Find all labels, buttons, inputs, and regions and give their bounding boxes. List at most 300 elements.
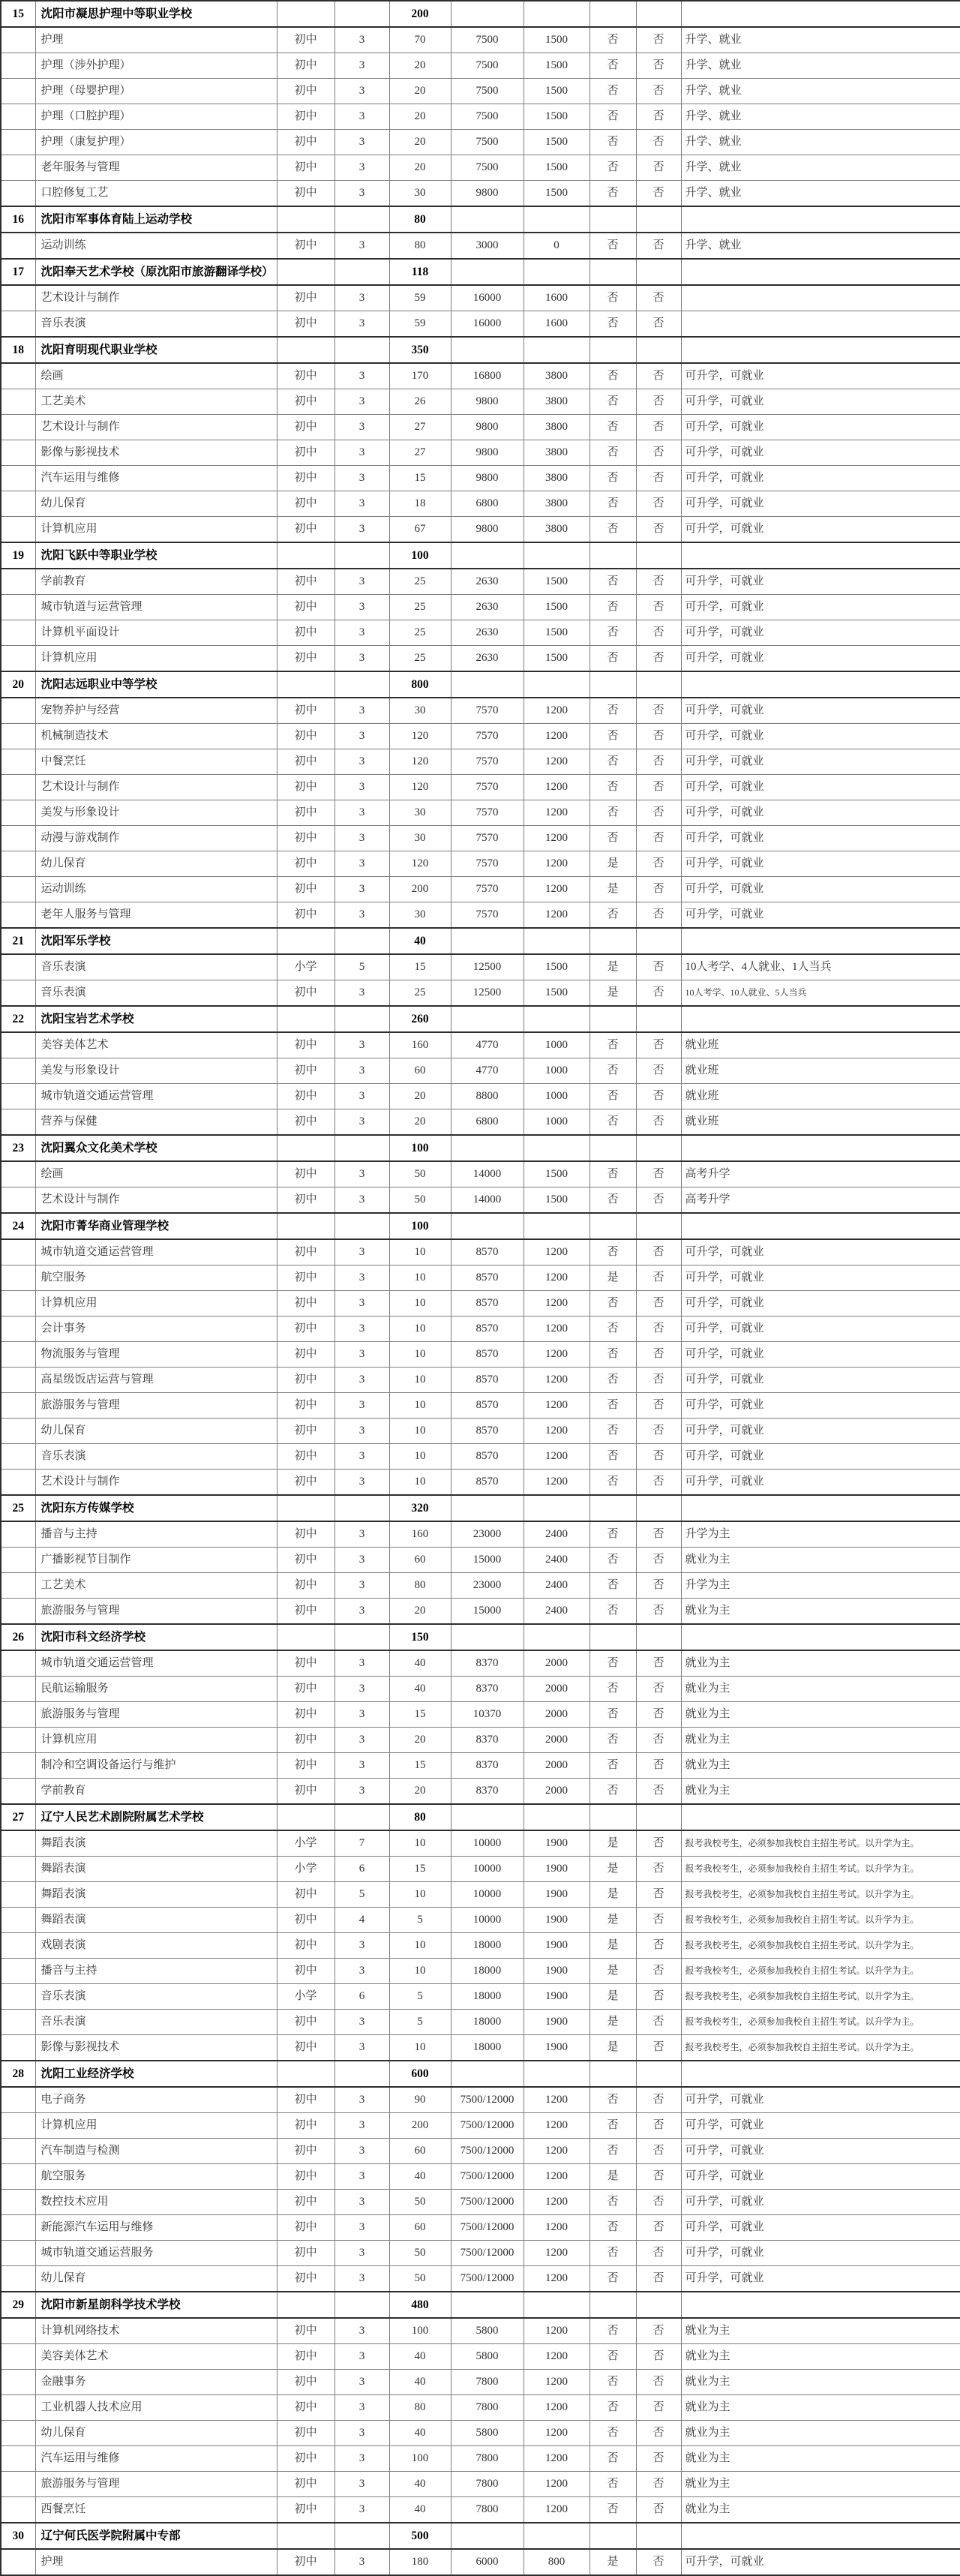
flag-a-cell: 否 — [590, 363, 636, 389]
fee-cell — [524, 206, 590, 233]
years-cell: 3 — [334, 2421, 389, 2446]
flag-b-cell: 否 — [636, 2035, 681, 2061]
seq-cell — [1, 2266, 35, 2292]
school-total-cell: 100 — [389, 1213, 451, 1239]
school-name-cell: 沈阳军乐学校 — [35, 928, 277, 954]
flag-a-cell: 否 — [590, 2497, 636, 2523]
flag-b-cell: 否 — [636, 2139, 681, 2164]
note-cell: 可升学，可就业 — [681, 2549, 960, 2575]
level-cell: 初中 — [277, 2010, 334, 2035]
note-cell: 就业为主 — [681, 1779, 960, 1805]
fee-cell: 1200 — [524, 2370, 590, 2395]
years-cell: 3 — [334, 1599, 389, 1625]
seq-cell — [1, 1470, 35, 1496]
level-cell: 初中 — [277, 1521, 334, 1548]
program-name-cell: 幼儿保育 — [35, 2421, 277, 2446]
plan-cell: 18 — [389, 491, 451, 517]
program-name-cell: 旅游服务与管理 — [35, 2472, 277, 2497]
school-total-cell: 100 — [389, 1135, 451, 1161]
seq-cell — [1, 130, 35, 155]
note-cell: 可升学，可就业 — [681, 1393, 960, 1419]
seq-cell — [1, 1084, 35, 1109]
plan-cell: 60 — [389, 1058, 451, 1084]
fee-cell: 800 — [524, 2549, 590, 2575]
flag-b-cell: 否 — [636, 285, 681, 311]
note-cell — [681, 1135, 960, 1161]
program-row — [1, 2113, 960, 2139]
seq-cell — [1, 1419, 35, 1444]
flag-b-cell — [636, 542, 681, 569]
flag-b-cell: 否 — [636, 1882, 681, 1908]
tuition-cell: 7500/12000 — [451, 2087, 524, 2113]
level-cell: 初中 — [277, 1470, 334, 1496]
years-cell: 3 — [334, 1342, 389, 1368]
tuition-cell: 9800 — [451, 181, 524, 207]
tuition-cell: 9800 — [451, 517, 524, 543]
flag-a-cell: 否 — [590, 620, 636, 646]
fee-cell: 1500 — [524, 620, 590, 646]
tuition-cell: 7500 — [451, 27, 524, 53]
level-cell — [277, 2292, 334, 2318]
level-cell: 小学 — [277, 1857, 334, 1882]
school-seq-cell: 29 — [1, 2292, 35, 2318]
program-row — [1, 2035, 960, 2061]
plan-cell: 25 — [389, 646, 451, 672]
program-name-cell: 美发与形象设计 — [35, 1058, 277, 1084]
years-cell: 3 — [334, 155, 389, 181]
program-name-cell: 城市轨道交通运营管理 — [35, 1084, 277, 1109]
note-cell: 可升学，可就业 — [681, 466, 960, 491]
level-cell: 初中 — [277, 1779, 334, 1805]
seq-cell — [1, 1857, 35, 1882]
seq-cell — [1, 1882, 35, 1908]
program-row — [1, 181, 960, 207]
seq-cell — [1, 1599, 35, 1625]
tuition-cell: 7570 — [451, 826, 524, 851]
note-cell: 就业为主 — [681, 1702, 960, 1728]
fee-cell: 1200 — [524, 2344, 590, 2370]
flag-b-cell: 否 — [636, 1419, 681, 1444]
note-cell — [681, 1, 960, 27]
fee-cell: 1200 — [524, 2087, 590, 2113]
tuition-cell: 7570 — [451, 851, 524, 877]
flag-b-cell: 否 — [636, 1342, 681, 1368]
years-cell: 3 — [334, 79, 389, 104]
seq-cell — [1, 1548, 35, 1573]
level-cell: 初中 — [277, 1959, 334, 1984]
flag-b-cell — [636, 1213, 681, 1239]
note-cell — [681, 1006, 960, 1032]
tuition-cell: 8570 — [451, 1419, 524, 1444]
level-cell — [277, 337, 334, 363]
level-cell: 初中 — [277, 130, 334, 155]
fee-cell: 1600 — [524, 311, 590, 338]
flag-b-cell — [636, 1624, 681, 1650]
seq-cell — [1, 2215, 35, 2241]
level-cell: 初中 — [277, 2549, 334, 2575]
flag-b-cell: 否 — [636, 2215, 681, 2241]
program-row — [1, 155, 960, 181]
tuition-cell: 7500/12000 — [451, 2139, 524, 2164]
note-cell: 就业为主 — [681, 2318, 960, 2344]
flag-b-cell: 否 — [636, 233, 681, 259]
plan-cell: 20 — [389, 1109, 451, 1136]
flag-a-cell: 否 — [590, 2318, 636, 2344]
note-cell: 升学、就业 — [681, 233, 960, 259]
level-cell — [277, 1135, 334, 1161]
school-seq-cell: 25 — [1, 1495, 35, 1521]
fee-cell: 1900 — [524, 1882, 590, 1908]
flag-b-cell: 否 — [636, 1521, 681, 1548]
flag-b-cell: 否 — [636, 1368, 681, 1393]
level-cell: 初中 — [277, 1933, 334, 1959]
fee-cell: 1500 — [524, 1187, 590, 1214]
level-cell: 初中 — [277, 620, 334, 646]
plan-cell: 200 — [389, 2113, 451, 2139]
flag-b-cell — [636, 337, 681, 363]
flag-b-cell — [636, 1804, 681, 1830]
program-name-cell: 工艺美术 — [35, 1573, 277, 1599]
tuition-cell: 7500 — [451, 53, 524, 79]
years-cell — [334, 337, 389, 363]
level-cell: 小学 — [277, 954, 334, 980]
school-total-cell: 320 — [389, 1495, 451, 1521]
tuition-cell — [451, 1213, 524, 1239]
note-cell: 10人考学、4人就业、1人当兵 — [681, 954, 960, 980]
note-cell: 可升学，可就业 — [681, 569, 960, 595]
program-row — [1, 749, 960, 775]
plan-cell: 10 — [389, 1830, 451, 1857]
tuition-cell: 8570 — [451, 1393, 524, 1419]
note-cell: 可升学，可就业 — [681, 724, 960, 749]
years-cell: 3 — [334, 130, 389, 155]
flag-a-cell: 是 — [590, 877, 636, 902]
fee-cell: 1200 — [524, 2446, 590, 2472]
years-cell: 3 — [334, 2472, 389, 2497]
years-cell: 3 — [334, 1187, 389, 1214]
flag-b-cell — [636, 2523, 681, 2549]
school-seq-cell: 19 — [1, 542, 35, 569]
years-cell: 3 — [334, 517, 389, 543]
years-cell — [334, 1135, 389, 1161]
note-cell: 就业班 — [681, 1109, 960, 1136]
tuition-cell: 16800 — [451, 363, 524, 389]
fee-cell: 2400 — [524, 1573, 590, 1599]
flag-a-cell: 否 — [590, 1161, 636, 1187]
years-cell: 3 — [334, 569, 389, 595]
flag-b-cell: 否 — [636, 775, 681, 800]
flag-a-cell: 否 — [590, 1521, 636, 1548]
level-cell: 初中 — [277, 1419, 334, 1444]
years-cell — [334, 1804, 389, 1830]
program-row — [1, 2266, 960, 2292]
tuition-cell: 10000 — [451, 1830, 524, 1857]
program-row — [1, 954, 960, 980]
program-row — [1, 2395, 960, 2421]
flag-b-cell: 否 — [636, 1393, 681, 1419]
school-name-cell: 沈阳市凝思护理中等职业学校 — [35, 1, 277, 27]
plan-cell: 20 — [389, 1084, 451, 1109]
fee-cell: 2000 — [524, 1677, 590, 1702]
fee-cell: 1900 — [524, 1933, 590, 1959]
note-cell: 可升学，可就业 — [681, 1317, 960, 1342]
fee-cell — [524, 1135, 590, 1161]
years-cell — [334, 1006, 389, 1032]
program-name-cell: 护理（口腔护理） — [35, 104, 277, 130]
plan-cell: 59 — [389, 311, 451, 338]
flag-a-cell: 否 — [590, 285, 636, 311]
tuition-cell: 7500 — [451, 130, 524, 155]
tuition-cell: 8570 — [451, 1265, 524, 1291]
flag-b-cell: 否 — [636, 1908, 681, 1933]
program-row — [1, 1984, 960, 2010]
plan-cell: 27 — [389, 440, 451, 466]
flag-a-cell: 否 — [590, 1291, 636, 1317]
seq-cell — [1, 569, 35, 595]
fee-cell: 1200 — [524, 698, 590, 724]
flag-a-cell: 否 — [590, 569, 636, 595]
years-cell: 3 — [334, 415, 389, 440]
flag-a-cell — [590, 206, 636, 233]
flag-a-cell: 否 — [590, 2446, 636, 2472]
school-name-cell: 沈阳市军事体育陆上运动学校 — [35, 206, 277, 233]
note-cell: 10人考学、10人就业、5人当兵 — [681, 980, 960, 1007]
tuition-cell — [451, 1624, 524, 1650]
flag-b-cell: 否 — [636, 27, 681, 53]
school-row — [1, 1213, 960, 1239]
note-cell: 可升学，可就业 — [681, 902, 960, 929]
tuition-cell: 5800 — [451, 2318, 524, 2344]
seq-cell — [1, 2113, 35, 2139]
flag-a-cell — [590, 542, 636, 569]
program-row — [1, 440, 960, 466]
note-cell: 就业班 — [681, 1032, 960, 1058]
program-row — [1, 130, 960, 155]
school-row — [1, 2523, 960, 2549]
plan-cell: 10 — [389, 1393, 451, 1419]
note-cell: 可升学，可就业 — [681, 389, 960, 415]
level-cell: 初中 — [277, 2164, 334, 2190]
note-cell — [681, 1495, 960, 1521]
level-cell: 初中 — [277, 1882, 334, 1908]
level-cell — [277, 1006, 334, 1032]
school-seq-cell: 21 — [1, 928, 35, 954]
program-name-cell: 城市轨道交通运营管理 — [35, 1650, 277, 1677]
program-name-cell: 计算机网络技术 — [35, 2318, 277, 2344]
level-cell — [277, 1495, 334, 1521]
tuition-cell: 7800 — [451, 2370, 524, 2395]
school-seq-cell: 30 — [1, 2523, 35, 2549]
program-row — [1, 1317, 960, 1342]
flag-b-cell: 否 — [636, 1317, 681, 1342]
note-cell: 可升学，可就业 — [681, 826, 960, 851]
tuition-cell: 6800 — [451, 1109, 524, 1136]
years-cell: 3 — [334, 1084, 389, 1109]
seq-cell — [1, 2421, 35, 2446]
program-name-cell: 艺术设计与制作 — [35, 775, 277, 800]
tuition-cell: 7570 — [451, 698, 524, 724]
program-row — [1, 826, 960, 851]
plan-cell: 30 — [389, 902, 451, 929]
school-name-cell: 沈阳育明现代职业学校 — [35, 337, 277, 363]
flag-a-cell: 否 — [590, 800, 636, 826]
fee-cell: 1200 — [524, 1470, 590, 1496]
program-name-cell: 航空服务 — [35, 2164, 277, 2190]
note-cell: 升学、就业 — [681, 155, 960, 181]
years-cell: 3 — [334, 1265, 389, 1291]
seq-cell — [1, 1984, 35, 2010]
program-name-cell: 舞蹈表演 — [35, 1882, 277, 1908]
flag-b-cell: 否 — [636, 2395, 681, 2421]
seq-cell — [1, 2164, 35, 2190]
program-row — [1, 517, 960, 543]
flag-b-cell: 否 — [636, 130, 681, 155]
note-cell: 升学、就业 — [681, 104, 960, 130]
tuition-cell: 12500 — [451, 954, 524, 980]
school-seq-cell: 27 — [1, 1804, 35, 1830]
tuition-cell: 16000 — [451, 311, 524, 338]
fee-cell: 1500 — [524, 646, 590, 672]
level-cell: 初中 — [277, 389, 334, 415]
flag-b-cell: 否 — [636, 1161, 681, 1187]
plan-cell: 10 — [389, 1882, 451, 1908]
school-total-cell: 600 — [389, 2061, 451, 2087]
program-name-cell: 播音与主持 — [35, 1959, 277, 1984]
flag-a-cell: 否 — [590, 1650, 636, 1677]
level-cell: 初中 — [277, 2087, 334, 2113]
school-total-cell: 200 — [389, 1, 451, 27]
plan-cell: 26 — [389, 389, 451, 415]
tuition-cell: 4770 — [451, 1032, 524, 1058]
program-row — [1, 1521, 960, 1548]
fee-cell: 1200 — [524, 2472, 590, 2497]
fee-cell: 3800 — [524, 363, 590, 389]
program-name-cell: 城市轨道与运营管理 — [35, 595, 277, 620]
level-cell: 初中 — [277, 1650, 334, 1677]
note-cell: 就业为主 — [681, 1650, 960, 1677]
tuition-cell — [451, 542, 524, 569]
flag-b-cell: 否 — [636, 851, 681, 877]
years-cell: 3 — [334, 2497, 389, 2523]
program-row — [1, 1728, 960, 1753]
program-row — [1, 1702, 960, 1728]
flag-b-cell: 否 — [636, 800, 681, 826]
note-cell: 可升学，可就业 — [681, 595, 960, 620]
years-cell: 3 — [334, 2318, 389, 2344]
level-cell: 初中 — [277, 1317, 334, 1342]
level-cell — [277, 2061, 334, 2087]
note-cell: 就业班 — [681, 1058, 960, 1084]
level-cell — [277, 259, 334, 285]
tuition-cell: 7500/12000 — [451, 2190, 524, 2215]
level-cell: 初中 — [277, 1084, 334, 1109]
years-cell: 3 — [334, 491, 389, 517]
program-row — [1, 2370, 960, 2395]
level-cell: 初中 — [277, 79, 334, 104]
program-row — [1, 620, 960, 646]
program-row — [1, 2318, 960, 2344]
plan-cell: 59 — [389, 285, 451, 311]
years-cell: 3 — [334, 698, 389, 724]
flag-a-cell: 否 — [590, 1728, 636, 1753]
fee-cell: 1200 — [524, 2318, 590, 2344]
note-cell — [681, 2523, 960, 2549]
level-cell: 初中 — [277, 2035, 334, 2061]
level-cell: 初中 — [277, 698, 334, 724]
program-name-cell: 计算机应用 — [35, 1728, 277, 1753]
program-name-cell: 绘画 — [35, 363, 277, 389]
tuition-cell: 8370 — [451, 1677, 524, 1702]
years-cell: 3 — [334, 1521, 389, 1548]
years-cell: 3 — [334, 724, 389, 749]
plan-cell: 160 — [389, 1032, 451, 1058]
flag-b-cell: 否 — [636, 1187, 681, 1214]
years-cell — [334, 928, 389, 954]
level-cell: 初中 — [277, 1058, 334, 1084]
flag-b-cell: 否 — [636, 1265, 681, 1291]
flag-b-cell: 否 — [636, 1573, 681, 1599]
note-cell: 升学为主 — [681, 1521, 960, 1548]
flag-a-cell: 否 — [590, 1109, 636, 1136]
note-cell: 报考我校考生，必须参加我校自主招生考试。以升学为主。 — [681, 1908, 960, 1933]
school-seq-cell: 23 — [1, 1135, 35, 1161]
fee-cell: 1000 — [524, 1032, 590, 1058]
school-name-cell: 沈阳志远职业中等学校 — [35, 671, 277, 698]
tuition-cell: 6800 — [451, 491, 524, 517]
school-total-cell: 350 — [389, 337, 451, 363]
plan-cell: 90 — [389, 2087, 451, 2113]
seq-cell — [1, 2241, 35, 2266]
note-cell — [681, 2292, 960, 2318]
fee-cell: 1200 — [524, 1368, 590, 1393]
tuition-cell: 18000 — [451, 1959, 524, 1984]
seq-cell — [1, 53, 35, 79]
program-row — [1, 2472, 960, 2497]
program-row — [1, 902, 960, 929]
tuition-cell: 7570 — [451, 902, 524, 929]
flag-b-cell: 否 — [636, 79, 681, 104]
level-cell — [277, 671, 334, 698]
school-seq-cell: 20 — [1, 671, 35, 698]
program-name-cell: 播音与主持 — [35, 1521, 277, 1548]
fee-cell: 1000 — [524, 1109, 590, 1136]
flag-a-cell: 否 — [590, 517, 636, 543]
flag-a-cell: 否 — [590, 1779, 636, 1805]
plan-cell: 40 — [389, 2421, 451, 2446]
tuition-cell: 23000 — [451, 1521, 524, 1548]
school-name-cell: 辽宁人民艺术剧院附属艺术学校 — [35, 1804, 277, 1830]
program-name-cell: 舞蹈表演 — [35, 1857, 277, 1882]
flag-b-cell: 否 — [636, 53, 681, 79]
flag-a-cell: 否 — [590, 2113, 636, 2139]
program-row — [1, 2215, 960, 2241]
fee-cell: 1900 — [524, 2035, 590, 2061]
program-name-cell: 旅游服务与管理 — [35, 1702, 277, 1728]
note-cell — [681, 337, 960, 363]
level-cell: 初中 — [277, 1368, 334, 1393]
years-cell: 3 — [334, 800, 389, 826]
tuition-cell — [451, 2292, 524, 2318]
school-seq-cell: 22 — [1, 1006, 35, 1032]
tuition-cell: 7500 — [451, 104, 524, 130]
program-row — [1, 1857, 960, 1882]
flag-b-cell: 否 — [636, 2472, 681, 2497]
seq-cell — [1, 1908, 35, 1933]
flag-b-cell: 否 — [636, 1599, 681, 1625]
years-cell: 3 — [334, 1573, 389, 1599]
plan-cell: 20 — [389, 1728, 451, 1753]
flag-b-cell: 否 — [636, 877, 681, 902]
